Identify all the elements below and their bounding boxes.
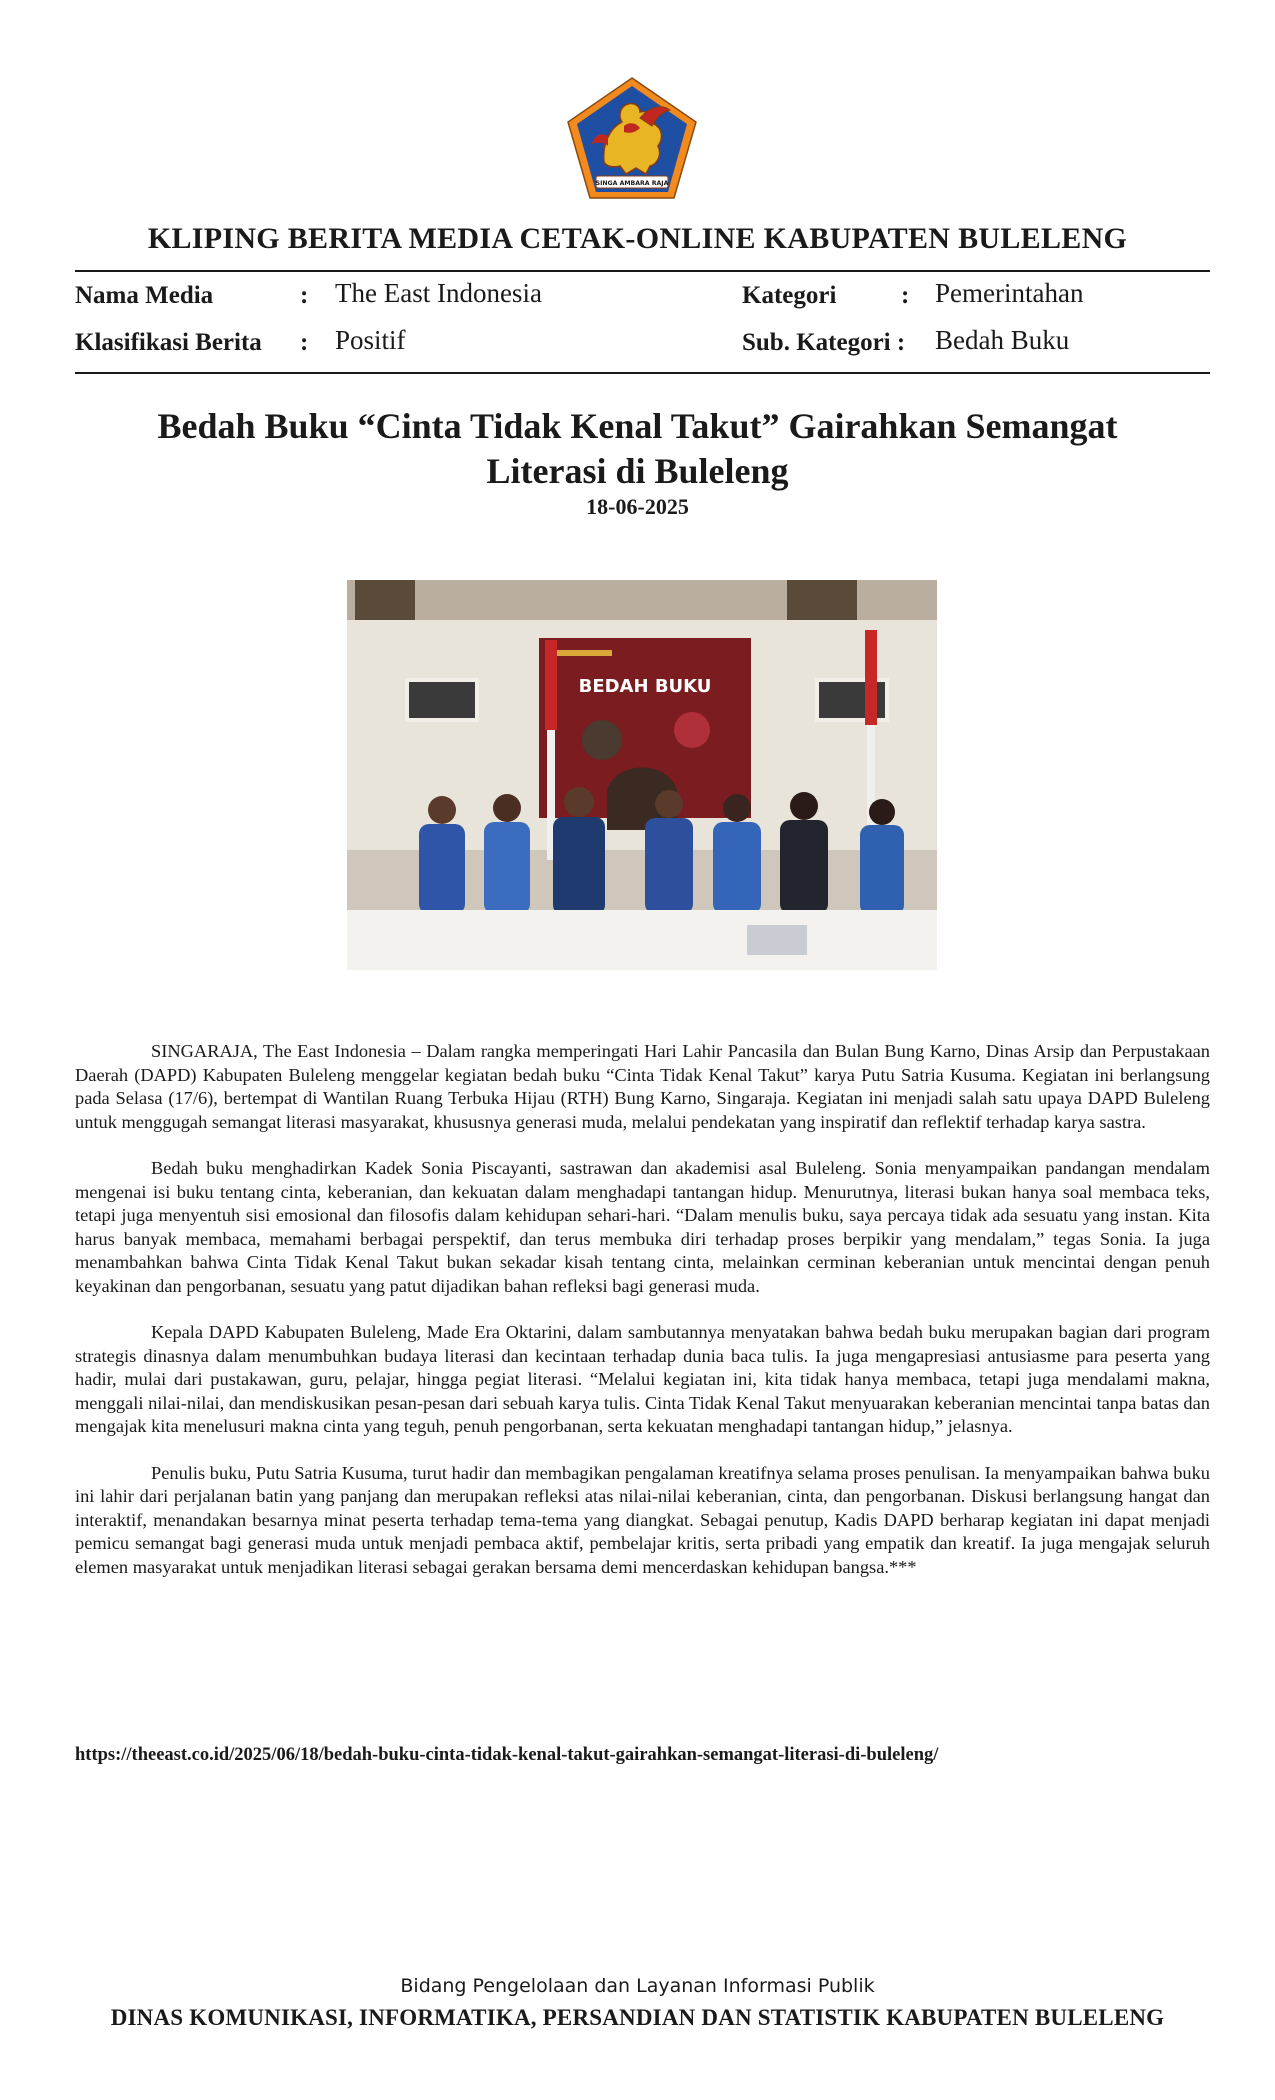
article-body <box>75 1040 1210 1602</box>
headline-line-1: Bedah Buku “Cinta Tidak Kenal Takut” Gairahkan Semangat <box>157 406 1118 446</box>
article-paragraph-1: SINGARAJA, The East Indonesia – Dalam rangka memperingati Hari Lahir Pancasila dan Bulan Bung Karno, Dinas Arsip dan Perpustakaan Daerah (DAPD) Kabupaten Buleleng menggelar kegiatan bedah buku “Cinta Tidak Kenal Takut” karya Putu Satria Kusuma. Kegiatan ini berlangsung pada Selasa (17/6), bertempat di Wantilan Ruang Terbuka Hijau (RTH) Bung Karno, Singaraja. Kegiatan ini menjadi salah satu upaya DAPD Buleleng untuk menggugah semangat literasi masyarakat, khususnya generasi muda, melalui pendekatan yang inspiratif dan reflektif terhadap karya sastra. <box>75 1041 1210 1132</box>
article-paragraph-2: Bedah buku menghadirkan Kadek Sonia Piscayanti, sastrawan dan akademisi asal Buleleng. Sonia menyampaikan pandangan mendalam mengenai isi buku tentang cinta, keberanian, dan kekuatan dalam menghadapi tantangan hidup. Menurutnya, literasi bukan hanya soal membaca teks, tetapi juga menyentuh sisi emosional dan filosofis dalam kehidupan sehari-hari. “Dalam menulis buku, saya percaya tidak ada sesuatu yang instan. Kita harus banyak membaca, memahami berbagai perspektif, dan terus membuka diri terhadap proses berpikir yang mendalam,” tegas Sonia. Ia juga menambahkan bahwa Cinta Tidak Kenal Takut bukan sekadar kisah tentang cinta, melainkan cerminan keberanian untuk mencintai dengan penuh keyakinan dan pengorbanan, sesuatu yang patut dijadikan bahan refleksi bagi generasi muda. <box>75 1158 1210 1296</box>
article-headline <box>120 404 1155 494</box>
klasifikasi-value: Positif <box>335 325 406 355</box>
kategori-label: Kategori <box>742 282 837 309</box>
source-url-link[interactable]: https://theeast.co.id/2025/06/18/bedah-buku-cinta-tidak-kenal-takut-gairahkan-semangat-literasi-di-buleleng/ <box>75 1745 939 1765</box>
emblem-motto: SINGA AMBARA RAJA <box>595 180 669 187</box>
sub-kategori-value: Bedah Buku <box>935 325 1070 355</box>
photo-banner-text: BEDAH BUKU <box>578 676 712 697</box>
meta-row-media <box>75 278 1210 314</box>
article-date: 18-06-2025 <box>586 494 689 519</box>
buleleng-emblem-icon <box>566 76 698 200</box>
nama-media-colon: : <box>300 282 309 309</box>
kategori-value: Pemerintahan <box>935 278 1084 308</box>
kategori-colon: : <box>901 282 910 309</box>
meta-row-klasifikasi <box>75 325 1210 361</box>
klasifikasi-colon: : <box>300 329 309 356</box>
nama-media-label: Nama Media <box>75 282 214 309</box>
nama-media-value: The East Indonesia <box>335 278 542 308</box>
header-bottom-divider <box>75 372 1210 374</box>
article-paragraph-3: Kepala DAPD Kabupaten Buleleng, Made Era Oktarini, dalam sambutannya menyatakan bahwa bedah buku merupakan bagian dari program strategis dinasnya dalam menumbuhkan budaya literasi dan kecintaan terhadap dunia baca tulis. Ia juga mengapresiasi antusiasme para peserta yang hadir, mulai dari pustakawan, guru, pelajar, hingga pegiat literasi. “Melalui kegiatan ini, kita tidak hanya membaca, tetapi juga mendalami makna, menggali nilai-nilai, dan mendiskusikan pesan-pesan dari sebuah karya tulis. Cinta Tidak Kenal Takut menyuarakan keberanian mencintai tanpa batas dan mengajak kita menelusuri makna cinta yang teguh, penuh pengorbanan, serta kekuatan menghadapi tantangan hidup,” jelasnya. <box>75 1322 1210 1436</box>
kliping-title: KLIPING BERITA MEDIA CETAK-ONLINE KABUPATEN BULELENG <box>147 222 1128 255</box>
event-photo <box>347 580 937 970</box>
footer-department: Bidang Pengelolaan dan Layanan Informasi Publik <box>400 1975 875 1997</box>
klasifikasi-label: Klasifikasi Berita <box>75 329 262 356</box>
header-top-divider <box>75 270 1210 272</box>
sub-kategori-label: Sub. Kategori : <box>742 329 906 356</box>
headline-line-2: Literasi di Buleleng <box>486 451 789 491</box>
article-paragraph-4: Penulis buku, Putu Satria Kusuma, turut hadir dan membagikan pengalaman kreatifnya selama proses penulisan. Ia menyampaikan bahwa buku ini lahir dari perjalanan batin yang panjang dan merupakan refleksi atas nilai-nilai keberanian, cinta, dan pengorbanan. Diskusi berlangsung hangat dan interaktif, menandakan besarnya minat peserta terhadap tema-tema yang diangkat. Sebagai penutup, Kadis DAPD berharap kegiatan ini dapat menjadi pemicu semangat bagi generasi muda untuk menjadi pembaca aktif, pembelajar kritis, serta pribadi yang empatik dan kreatif. Ia juga mengajak seluruh elemen masyarakat untuk menjadikan literasi sebagai gerakan bersama demi mencerdaskan kehidupan bangsa.*** <box>75 1462 1210 1577</box>
footer-agency: DINAS KOMUNIKASI, INFORMATIKA, PERSANDIAN DAN STATISTIK KABUPATEN BULELENG <box>110 2005 1165 2030</box>
